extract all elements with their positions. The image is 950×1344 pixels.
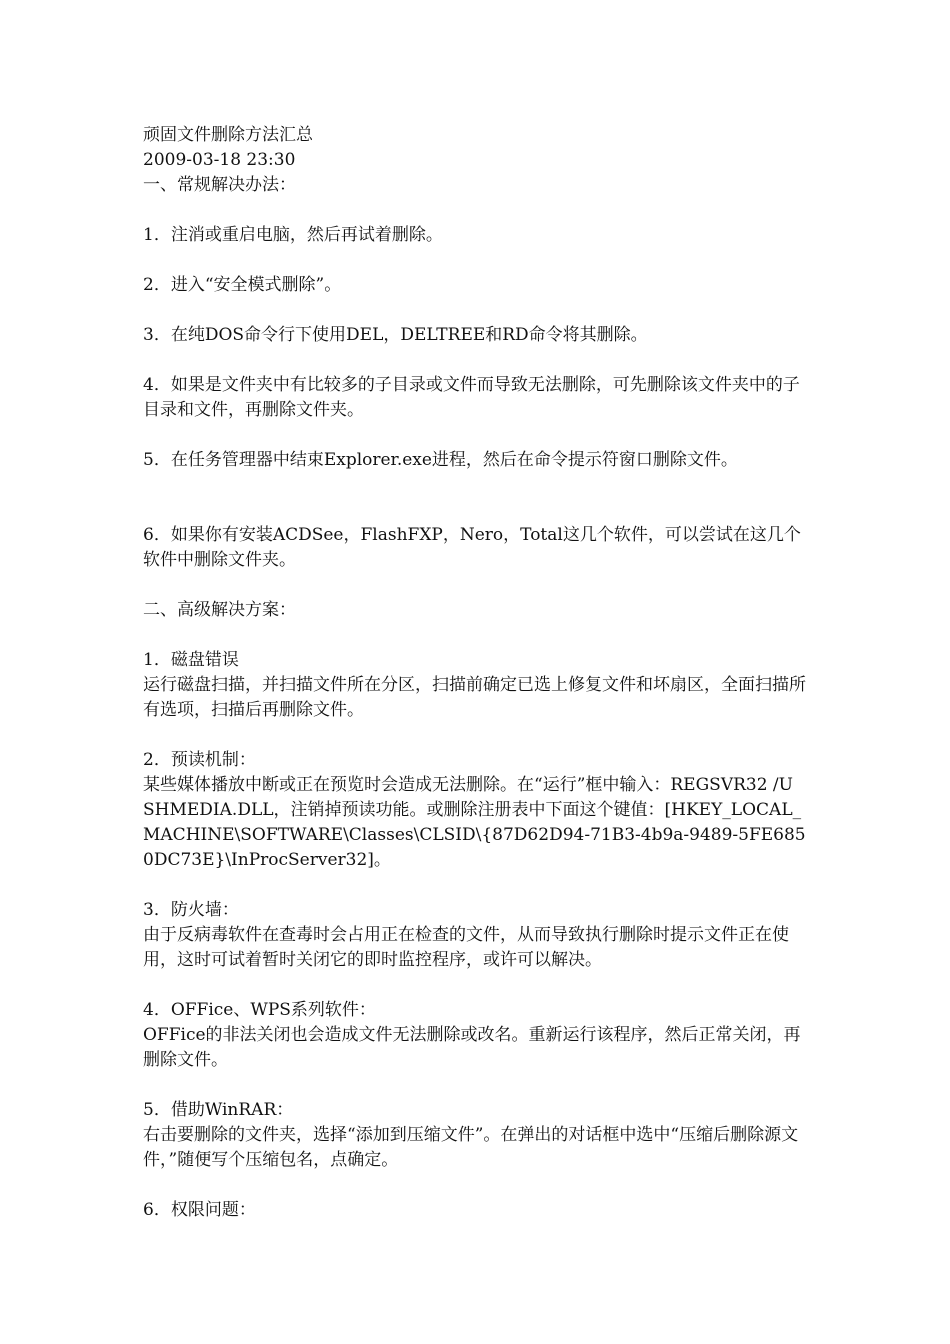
section1-item-4: 4．如果是文件夹中有比较多的子目录或文件而导致无法删除，可先删除该文件夹中的子目录和文件，再删除文件夹。 — [143, 375, 800, 420]
spacer — [143, 973, 808, 998]
section1-item-5: 5．在任务管理器中结束Explorer.exe进程，然后在命令提示符窗口删除文件。 — [143, 450, 738, 470]
spacer — [143, 198, 808, 223]
section2-heading: 二、高级解决方案： — [143, 600, 296, 620]
section2-item-3-title: 3．防火墙： — [143, 900, 239, 920]
document-timestamp: 2009-03-18 23:30 — [143, 150, 296, 170]
section2-item-6-title: 6．权限问题： — [143, 1200, 256, 1220]
spacer — [143, 1073, 808, 1098]
spacer — [143, 298, 808, 323]
section2-item-2-body: 某些媒体播放中断或正在预览时会造成无法删除。在“运行”框中输入：REGSVR32 /U SHMEDIA.DLL，注销掉预读功能。或删除注册表中下面这个键值：[HKEY_LOCAL_MACHINE\SOFTWARE\Classes\CLSID\{87D62D94-71B3-4b9a-9489-5FE6850DC73E}\InProcServer32]。 — [143, 775, 806, 870]
section2-item-4-title: 4．OFFice、WPS系列软件： — [143, 1000, 376, 1020]
section1-item-2: 2．进入“安全模式删除”。 — [143, 275, 342, 295]
spacer — [143, 248, 808, 273]
section2-item-1-body: 运行磁盘扫描，并扫描文件所在分区，扫描前确定已选上修复文件和坏扇区，全面扫描所有选项，扫描后再删除文件。 — [143, 675, 806, 720]
spacer — [143, 623, 808, 648]
spacer — [143, 473, 808, 498]
document-title: 顽固文件删除方法汇总 — [143, 125, 313, 145]
spacer — [143, 348, 808, 373]
spacer — [143, 423, 808, 448]
section1-item-1: 1．注消或重启电脑，然后再试着删除。 — [143, 225, 443, 245]
section1-item-6: 6．如果你有安装ACDSee，FlashFXP，Nero，Total这几个软件，可以尝试在这几个软件中删除文件夹。 — [143, 525, 801, 570]
spacer — [143, 498, 808, 523]
section2-item-2-title: 2．预读机制： — [143, 750, 256, 770]
spacer — [143, 573, 808, 598]
section2-item-5-body: 右击要删除的文件夹，选择“添加到压缩文件”。在弹出的对话框中选中“压缩后删除源文件，”随便写个压缩包名，点确定。 — [143, 1125, 799, 1170]
section1-heading: 一、常规解决办法： — [143, 175, 296, 195]
document-page — [143, 123, 808, 1223]
section2-item-1-title: 1．磁盘错误 — [143, 650, 239, 670]
section2-item-3-body: 由于反病毒软件在查毒时会占用正在检查的文件，从而导致执行删除时提示文件正在使用，这时可试着暂时关闭它的即时监控程序，或许可以解决。 — [143, 925, 789, 970]
section2-item-4-body: OFFice的非法关闭也会造成文件无法删除或改名。重新运行该程序，然后正常关闭，再删除文件。 — [143, 1025, 801, 1070]
spacer — [143, 1173, 808, 1198]
spacer — [143, 873, 808, 898]
spacer — [143, 723, 808, 748]
section2-item-5-title: 5．借助WinRAR： — [143, 1100, 294, 1120]
section1-item-3: 3．在纯DOS命令行下使用DEL，DELTREE和RD命令将其删除。 — [143, 325, 648, 345]
